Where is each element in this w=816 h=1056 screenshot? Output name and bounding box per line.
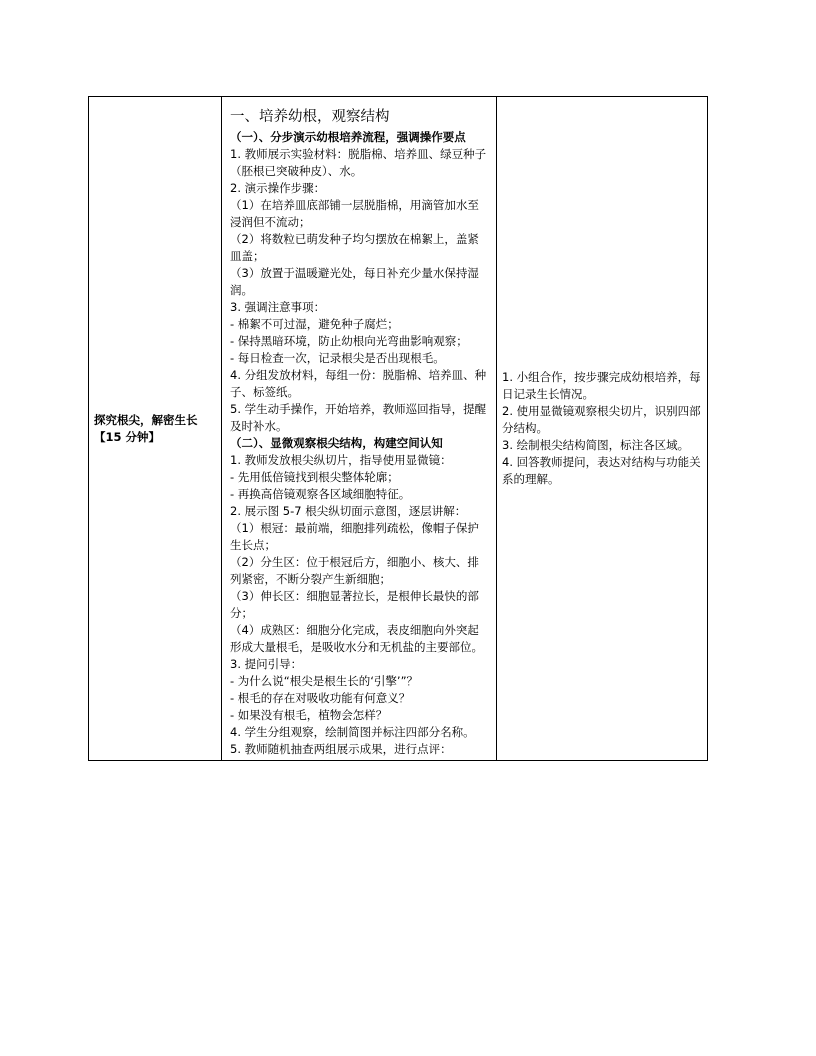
stage-label: 探究根尖，解密生长【15 分钟】 — [94, 412, 198, 444]
list-item: 1. 教师展示实验材料：脱脂棉、培养皿、绿豆种子（胚根已突破种皮）、水。 — [230, 147, 487, 178]
list-item: 2. 演示操作步骤： — [230, 181, 326, 195]
list-item: - 再换高倍镜观察各区域细胞特征。 — [230, 487, 411, 501]
part2-list — [230, 452, 490, 758]
part1-title: （一）、分步演示幼根培养流程，强调操作要点 — [230, 130, 466, 144]
part1-list — [230, 146, 490, 435]
list-item: （3）放置于温暖避光处，每日补充少量水保持湿润。 — [230, 266, 479, 297]
list-item: （2）将数粒已萌发种子均匀摆放在棉絮上，盖紧皿盖； — [230, 232, 479, 263]
list-item: 4. 学生分组观察，绘制简图并标注四部分名称。 — [230, 725, 475, 739]
list-item: - 如果没有根毛，植物会怎样？ — [230, 708, 388, 722]
student-activity-list — [502, 369, 702, 488]
teacher-activity-cell — [222, 97, 497, 761]
lesson-plan-table — [88, 96, 708, 761]
section-title: 一、培养幼根，观察结构 — [230, 109, 390, 125]
stage-cell — [89, 97, 222, 761]
list-item: 4. 回答教师提问，表达对结构与功能关系的理解。 — [502, 455, 701, 486]
list-item: （1）根冠：最前端，细胞排列疏松，像帽子保护生长点； — [230, 521, 479, 552]
list-item: （2）分生区：位于根冠后方，细胞小、核大、排列紧密，不断分裂产生新细胞； — [230, 555, 479, 586]
list-item: - 为什么说“根尖是根生长的‘引擎’”？ — [230, 674, 419, 688]
list-item: 3. 强调注意事项： — [230, 300, 326, 314]
list-item: 2. 展示图 5-7 根尖纵切面示意图，逐层讲解： — [230, 504, 467, 518]
list-item: （3）伸长区：细胞显著拉长，是根伸长最快的部分； — [230, 589, 479, 620]
list-item: 4. 分组发放材料，每组一份：脱脂棉、培养皿、种子、标签纸。 — [230, 368, 487, 399]
list-item: 1. 教师发放根尖纵切片，指导使用显微镜： — [230, 453, 452, 467]
list-item: （4）成熟区：细胞分化完成，表皮细胞向外突起形成大量根毛，是吸收水分和无机盐的主要部位。 — [230, 623, 483, 654]
list-item: 3. 绘制根尖结构简图，标注各区域。 — [502, 438, 690, 452]
list-item: 5. 教师随机抽查两组展示成果，进行点评： — [230, 742, 452, 756]
list-item: 3. 提问引导： — [230, 657, 303, 671]
student-activity-cell — [497, 97, 708, 761]
list-item: 2. 使用显微镜观察根尖切片，识别四部分结构。 — [502, 404, 701, 435]
list-item: （1）在培养皿底部铺一层脱脂棉，用滴管加水至浸润但不流动； — [230, 198, 479, 229]
list-item: - 根毛的存在对吸收功能有何意义？ — [230, 691, 411, 705]
list-item: - 保持黑暗环境，防止幼根向光弯曲影响观察； — [230, 334, 468, 348]
list-item: - 每日检查一次，记录根尖是否出现根毛。 — [230, 351, 445, 365]
list-item: - 棉絮不可过湿，避免种子腐烂； — [230, 317, 399, 331]
list-item: 1. 小组合作，按步骤完成幼根培养，每日记录生长情况。 — [502, 370, 701, 401]
list-item: 5. 学生动手操作，开始培养，教师巡回指导，提醒及时补水。 — [230, 402, 487, 433]
part2-title: （二）、显微观察根尖结构，构建空间认知 — [230, 436, 443, 450]
list-item: - 先用低倍镜找到根尖整体轮廓； — [230, 470, 399, 484]
table-row — [89, 97, 708, 761]
